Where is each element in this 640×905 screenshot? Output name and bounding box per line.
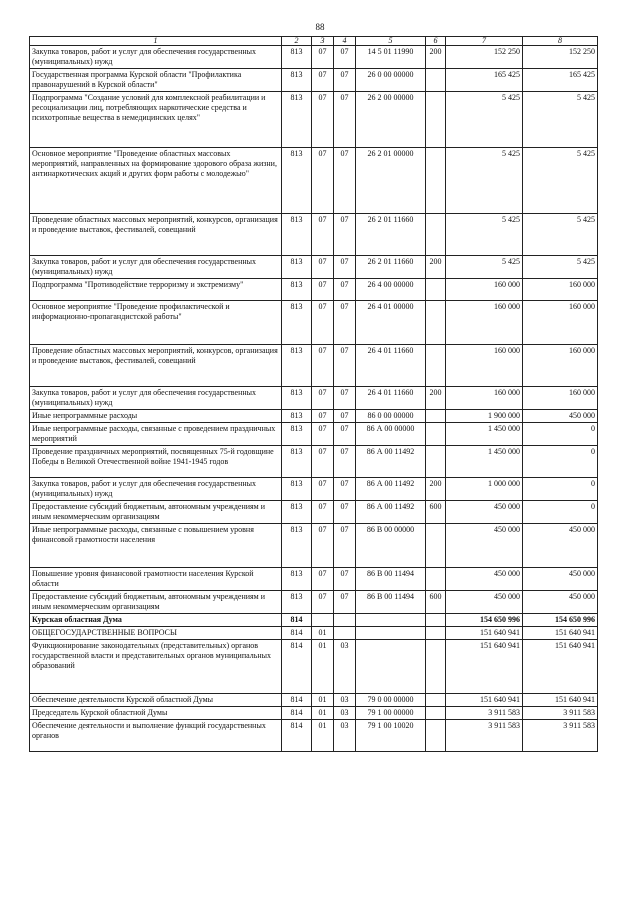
cell-vr bbox=[426, 410, 446, 423]
cell-pr: 07 bbox=[334, 591, 356, 614]
cell-rz: 01 bbox=[312, 640, 334, 694]
cell-csr: 26 4 01 11660 bbox=[356, 345, 426, 387]
table-row bbox=[30, 301, 598, 345]
cell-rz: 07 bbox=[312, 568, 334, 591]
cell-rz: 07 bbox=[312, 46, 334, 69]
cell-grbs: 813 bbox=[282, 148, 312, 214]
cell-rz: 07 bbox=[312, 69, 334, 92]
cell-sum2: 165 425 bbox=[523, 69, 598, 92]
cell-sum1: 1 450 000 bbox=[446, 423, 523, 446]
column-header: 5 bbox=[356, 37, 426, 46]
cell-sum2: 152 250 bbox=[523, 46, 598, 69]
cell-csr: 79 1 00 00000 bbox=[356, 707, 426, 720]
cell-vr: 600 bbox=[426, 501, 446, 524]
cell-sum2: 160 000 bbox=[523, 279, 598, 301]
budget-table bbox=[29, 36, 598, 752]
cell-vr bbox=[426, 524, 446, 568]
cell-grbs: 813 bbox=[282, 591, 312, 614]
table-row bbox=[30, 568, 598, 591]
table-row bbox=[30, 640, 598, 694]
cell-vr: 200 bbox=[426, 256, 446, 279]
cell-rz bbox=[312, 614, 334, 627]
cell-csr: 86 А 00 11492 bbox=[356, 446, 426, 478]
cell-pr: 07 bbox=[334, 446, 356, 478]
cell-vr bbox=[426, 640, 446, 694]
table-row bbox=[30, 279, 598, 301]
cell-rz: 07 bbox=[312, 423, 334, 446]
cell-rz: 07 bbox=[312, 446, 334, 478]
table-row bbox=[30, 214, 598, 256]
table-row bbox=[30, 614, 598, 627]
cell-sum1: 160 000 bbox=[446, 279, 523, 301]
cell-grbs: 813 bbox=[282, 478, 312, 501]
cell-sum2: 5 425 bbox=[523, 92, 598, 148]
cell-pr: 03 bbox=[334, 694, 356, 707]
cell-name: Закупка товаров, работ и услуг для обеспечения государственных (муниципальных) нужд bbox=[30, 46, 282, 69]
cell-name: Подпрограмма "Противодействие терроризму и экстремизму" bbox=[30, 279, 282, 301]
cell-pr: 07 bbox=[334, 92, 356, 148]
cell-name: Предоставление субсидий бюджетным, автономным учреждениям и иным некоммерческим организациям bbox=[30, 501, 282, 524]
cell-csr: 79 0 00 00000 bbox=[356, 694, 426, 707]
cell-grbs: 813 bbox=[282, 92, 312, 148]
cell-pr: 07 bbox=[334, 568, 356, 591]
cell-name: Проведение праздничных мероприятий, посвященных 75-й годовщине Победы в Великой Отечественной войне 1941-1945 годов bbox=[30, 446, 282, 478]
cell-grbs: 813 bbox=[282, 446, 312, 478]
cell-sum1: 5 425 bbox=[446, 148, 523, 214]
table-row bbox=[30, 423, 598, 446]
cell-sum1: 151 640 941 bbox=[446, 640, 523, 694]
cell-pr: 07 bbox=[334, 345, 356, 387]
column-header: 6 bbox=[426, 37, 446, 46]
cell-name: Обеспечение деятельности и выполнение функций государственных органов bbox=[30, 720, 282, 752]
cell-vr bbox=[426, 69, 446, 92]
cell-csr: 26 2 01 11660 bbox=[356, 256, 426, 279]
cell-vr bbox=[426, 423, 446, 446]
cell-sum1: 160 000 bbox=[446, 387, 523, 410]
cell-grbs: 813 bbox=[282, 279, 312, 301]
column-header: 2 bbox=[282, 37, 312, 46]
cell-sum2: 3 911 583 bbox=[523, 707, 598, 720]
table-row bbox=[30, 524, 598, 568]
table-row bbox=[30, 446, 598, 478]
table-row bbox=[30, 501, 598, 524]
cell-sum1: 1 000 000 bbox=[446, 478, 523, 501]
cell-sum2: 5 425 bbox=[523, 214, 598, 256]
cell-sum1: 165 425 bbox=[446, 69, 523, 92]
cell-name: Проведение областных массовых мероприятий, конкурсов, организация и проведение выставок, фестивалей, совещаний bbox=[30, 345, 282, 387]
cell-sum1: 5 425 bbox=[446, 256, 523, 279]
cell-pr: 03 bbox=[334, 640, 356, 694]
cell-sum1: 5 425 bbox=[446, 214, 523, 256]
cell-rz: 07 bbox=[312, 524, 334, 568]
cell-name: Закупка товаров, работ и услуг для обеспечения государственных (муниципальных) нужд bbox=[30, 256, 282, 279]
cell-name: Иные непрограммные расходы, связанные с проведением праздничных мероприятий bbox=[30, 423, 282, 446]
column-header: 4 bbox=[334, 37, 356, 46]
table-row bbox=[30, 410, 598, 423]
cell-rz: 07 bbox=[312, 345, 334, 387]
cell-vr: 200 bbox=[426, 46, 446, 69]
cell-name: Председатель Курской областной Думы bbox=[30, 707, 282, 720]
column-header: 8 bbox=[523, 37, 598, 46]
cell-sum1: 450 000 bbox=[446, 591, 523, 614]
cell-vr: 200 bbox=[426, 478, 446, 501]
cell-grbs: 813 bbox=[282, 214, 312, 256]
cell-sum2: 151 640 941 bbox=[523, 640, 598, 694]
cell-vr: 600 bbox=[426, 591, 446, 614]
cell-grbs: 813 bbox=[282, 301, 312, 345]
cell-vr bbox=[426, 214, 446, 256]
table-body bbox=[30, 46, 598, 752]
column-header: 3 bbox=[312, 37, 334, 46]
table-row bbox=[30, 707, 598, 720]
cell-name: Иные непрограммные расходы bbox=[30, 410, 282, 423]
cell-grbs: 813 bbox=[282, 69, 312, 92]
cell-sum2: 160 000 bbox=[523, 301, 598, 345]
cell-name: Проведение областных массовых мероприятий, конкурсов, организация и проведение выставок, фестивалей, совещаний bbox=[30, 214, 282, 256]
cell-grbs: 814 bbox=[282, 694, 312, 707]
cell-pr: 03 bbox=[334, 707, 356, 720]
cell-grbs: 813 bbox=[282, 345, 312, 387]
cell-name: Обеспечение деятельности Курской областной Думы bbox=[30, 694, 282, 707]
cell-rz: 01 bbox=[312, 720, 334, 752]
cell-sum1: 450 000 bbox=[446, 568, 523, 591]
cell-pr: 07 bbox=[334, 524, 356, 568]
cell-rz: 07 bbox=[312, 501, 334, 524]
cell-pr: 07 bbox=[334, 214, 356, 256]
cell-name: ОБЩЕГОСУДАРСТВЕННЫЕ ВОПРОСЫ bbox=[30, 627, 282, 640]
column-number-row bbox=[30, 37, 598, 46]
table-row bbox=[30, 69, 598, 92]
cell-grbs: 814 bbox=[282, 627, 312, 640]
cell-grbs: 813 bbox=[282, 46, 312, 69]
table-row bbox=[30, 387, 598, 410]
cell-sum2: 450 000 bbox=[523, 591, 598, 614]
cell-csr: 86 В 00 11494 bbox=[356, 591, 426, 614]
cell-sum2: 5 425 bbox=[523, 148, 598, 214]
cell-rz: 07 bbox=[312, 279, 334, 301]
cell-sum1: 3 911 583 bbox=[446, 707, 523, 720]
cell-grbs: 814 bbox=[282, 707, 312, 720]
cell-csr: 26 4 01 11660 bbox=[356, 387, 426, 410]
cell-sum1: 160 000 bbox=[446, 301, 523, 345]
cell-name: Подпрограмма "Создание условий для комплексной реабилитации и ресоциализации лиц, потребляющих наркотические средства и психотропные вещества в немедицинских целях" bbox=[30, 92, 282, 148]
cell-sum2: 450 000 bbox=[523, 568, 598, 591]
cell-csr: 86 А 00 00000 bbox=[356, 423, 426, 446]
cell-sum2: 0 bbox=[523, 423, 598, 446]
cell-csr: 26 2 00 00000 bbox=[356, 92, 426, 148]
cell-grbs: 813 bbox=[282, 524, 312, 568]
cell-sum1: 450 000 bbox=[446, 501, 523, 524]
cell-vr bbox=[426, 446, 446, 478]
cell-sum1: 3 911 583 bbox=[446, 720, 523, 752]
cell-csr bbox=[356, 627, 426, 640]
cell-name: Основное мероприятие "Проведение профилактической и информационно-пропагандистской работы" bbox=[30, 301, 282, 345]
cell-vr bbox=[426, 614, 446, 627]
cell-grbs: 814 bbox=[282, 720, 312, 752]
cell-sum1: 1 900 000 bbox=[446, 410, 523, 423]
cell-csr: 86 А 00 11492 bbox=[356, 501, 426, 524]
cell-sum1: 152 250 bbox=[446, 46, 523, 69]
cell-rz: 07 bbox=[312, 148, 334, 214]
cell-name: Функционирование законодательных (представительных) органов государственной власти и представительных органов муниципальных образований bbox=[30, 640, 282, 694]
cell-sum2: 3 911 583 bbox=[523, 720, 598, 752]
page-number: 88 bbox=[315, 22, 325, 32]
table-row bbox=[30, 46, 598, 69]
cell-rz: 01 bbox=[312, 707, 334, 720]
cell-pr: 07 bbox=[334, 301, 356, 345]
cell-pr: 03 bbox=[334, 720, 356, 752]
cell-vr bbox=[426, 92, 446, 148]
cell-pr: 07 bbox=[334, 256, 356, 279]
cell-pr: 07 bbox=[334, 387, 356, 410]
cell-pr bbox=[334, 614, 356, 627]
cell-vr bbox=[426, 345, 446, 387]
table-row bbox=[30, 720, 598, 752]
cell-name: Закупка товаров, работ и услуг для обеспечения государственных (муниципальных) нужд bbox=[30, 387, 282, 410]
cell-grbs: 813 bbox=[282, 501, 312, 524]
table-row bbox=[30, 92, 598, 148]
cell-csr: 79 1 00 10020 bbox=[356, 720, 426, 752]
cell-vr bbox=[426, 279, 446, 301]
cell-pr: 07 bbox=[334, 69, 356, 92]
cell-pr: 07 bbox=[334, 279, 356, 301]
cell-rz: 07 bbox=[312, 92, 334, 148]
cell-rz: 07 bbox=[312, 214, 334, 256]
cell-rz: 07 bbox=[312, 301, 334, 345]
cell-vr bbox=[426, 707, 446, 720]
cell-sum2: 0 bbox=[523, 446, 598, 478]
cell-vr bbox=[426, 301, 446, 345]
cell-sum2: 450 000 bbox=[523, 524, 598, 568]
cell-rz: 07 bbox=[312, 478, 334, 501]
table-row bbox=[30, 478, 598, 501]
cell-csr bbox=[356, 640, 426, 694]
cell-csr: 86 В 00 00000 bbox=[356, 524, 426, 568]
cell-grbs: 813 bbox=[282, 256, 312, 279]
cell-sum2: 151 640 941 bbox=[523, 694, 598, 707]
cell-rz: 01 bbox=[312, 627, 334, 640]
column-header: 1 bbox=[30, 37, 282, 46]
cell-sum2: 450 000 bbox=[523, 410, 598, 423]
cell-rz: 07 bbox=[312, 387, 334, 410]
cell-pr: 07 bbox=[334, 46, 356, 69]
cell-sum1: 450 000 bbox=[446, 524, 523, 568]
cell-vr: 200 bbox=[426, 387, 446, 410]
cell-sum1: 1 450 000 bbox=[446, 446, 523, 478]
cell-sum1: 151 640 941 bbox=[446, 694, 523, 707]
cell-rz: 07 bbox=[312, 410, 334, 423]
column-header: 7 bbox=[446, 37, 523, 46]
cell-vr bbox=[426, 694, 446, 707]
cell-name: Повышение уровня финансовой грамотности населения Курской области bbox=[30, 568, 282, 591]
cell-sum2: 160 000 bbox=[523, 345, 598, 387]
cell-name: Государственная программа Курской области "Профилактика правонарушений в Курской области" bbox=[30, 69, 282, 92]
cell-csr: 26 2 01 00000 bbox=[356, 148, 426, 214]
cell-csr: 26 0 00 00000 bbox=[356, 69, 426, 92]
cell-sum2: 5 425 bbox=[523, 256, 598, 279]
cell-csr: 26 2 01 11660 bbox=[356, 214, 426, 256]
table-row bbox=[30, 256, 598, 279]
table-row bbox=[30, 694, 598, 707]
cell-name: Предоставление субсидий бюджетным, автономным учреждениям и иным некоммерческим организациям bbox=[30, 591, 282, 614]
cell-vr bbox=[426, 568, 446, 591]
cell-pr: 07 bbox=[334, 478, 356, 501]
cell-csr: 26 4 01 00000 bbox=[356, 301, 426, 345]
cell-name: Курская областная Дума bbox=[30, 614, 282, 627]
cell-sum2: 0 bbox=[523, 501, 598, 524]
table-row bbox=[30, 627, 598, 640]
table-row bbox=[30, 591, 598, 614]
cell-vr bbox=[426, 627, 446, 640]
cell-csr: 26 4 00 00000 bbox=[356, 279, 426, 301]
cell-sum1: 5 425 bbox=[446, 92, 523, 148]
cell-grbs: 813 bbox=[282, 423, 312, 446]
cell-rz: 07 bbox=[312, 591, 334, 614]
cell-pr: 07 bbox=[334, 410, 356, 423]
table-row bbox=[30, 345, 598, 387]
cell-csr: 14 5 01 11990 bbox=[356, 46, 426, 69]
cell-sum2: 151 640 941 bbox=[523, 627, 598, 640]
cell-csr bbox=[356, 614, 426, 627]
cell-pr bbox=[334, 627, 356, 640]
cell-csr: 86 А 00 11492 bbox=[356, 478, 426, 501]
cell-name: Иные непрограммные расходы, связанные с повышением уровня финансовой грамотности населения bbox=[30, 524, 282, 568]
cell-sum1: 154 650 996 bbox=[446, 614, 523, 627]
cell-sum1: 160 000 bbox=[446, 345, 523, 387]
cell-name: Основное мероприятие "Проведение областных массовых мероприятий, направленных на формирование здорового образа жизни, антинаркотических акций и других форм работы с молодежью" bbox=[30, 148, 282, 214]
cell-pr: 07 bbox=[334, 148, 356, 214]
cell-csr: 86 0 00 00000 bbox=[356, 410, 426, 423]
cell-rz: 01 bbox=[312, 694, 334, 707]
cell-rz: 07 bbox=[312, 256, 334, 279]
cell-grbs: 813 bbox=[282, 387, 312, 410]
table-row bbox=[30, 148, 598, 214]
cell-csr: 86 В 00 11494 bbox=[356, 568, 426, 591]
cell-grbs: 813 bbox=[282, 410, 312, 423]
cell-sum1: 151 640 941 bbox=[446, 627, 523, 640]
cell-sum2: 154 650 996 bbox=[523, 614, 598, 627]
cell-vr bbox=[426, 148, 446, 214]
cell-grbs: 813 bbox=[282, 568, 312, 591]
cell-vr bbox=[426, 720, 446, 752]
cell-pr: 07 bbox=[334, 423, 356, 446]
cell-sum2: 0 bbox=[523, 478, 598, 501]
cell-grbs: 814 bbox=[282, 614, 312, 627]
cell-sum2: 160 000 bbox=[523, 387, 598, 410]
cell-pr: 07 bbox=[334, 501, 356, 524]
cell-grbs: 814 bbox=[282, 640, 312, 694]
cell-name: Закупка товаров, работ и услуг для обеспечения государственных (муниципальных) нужд bbox=[30, 478, 282, 501]
